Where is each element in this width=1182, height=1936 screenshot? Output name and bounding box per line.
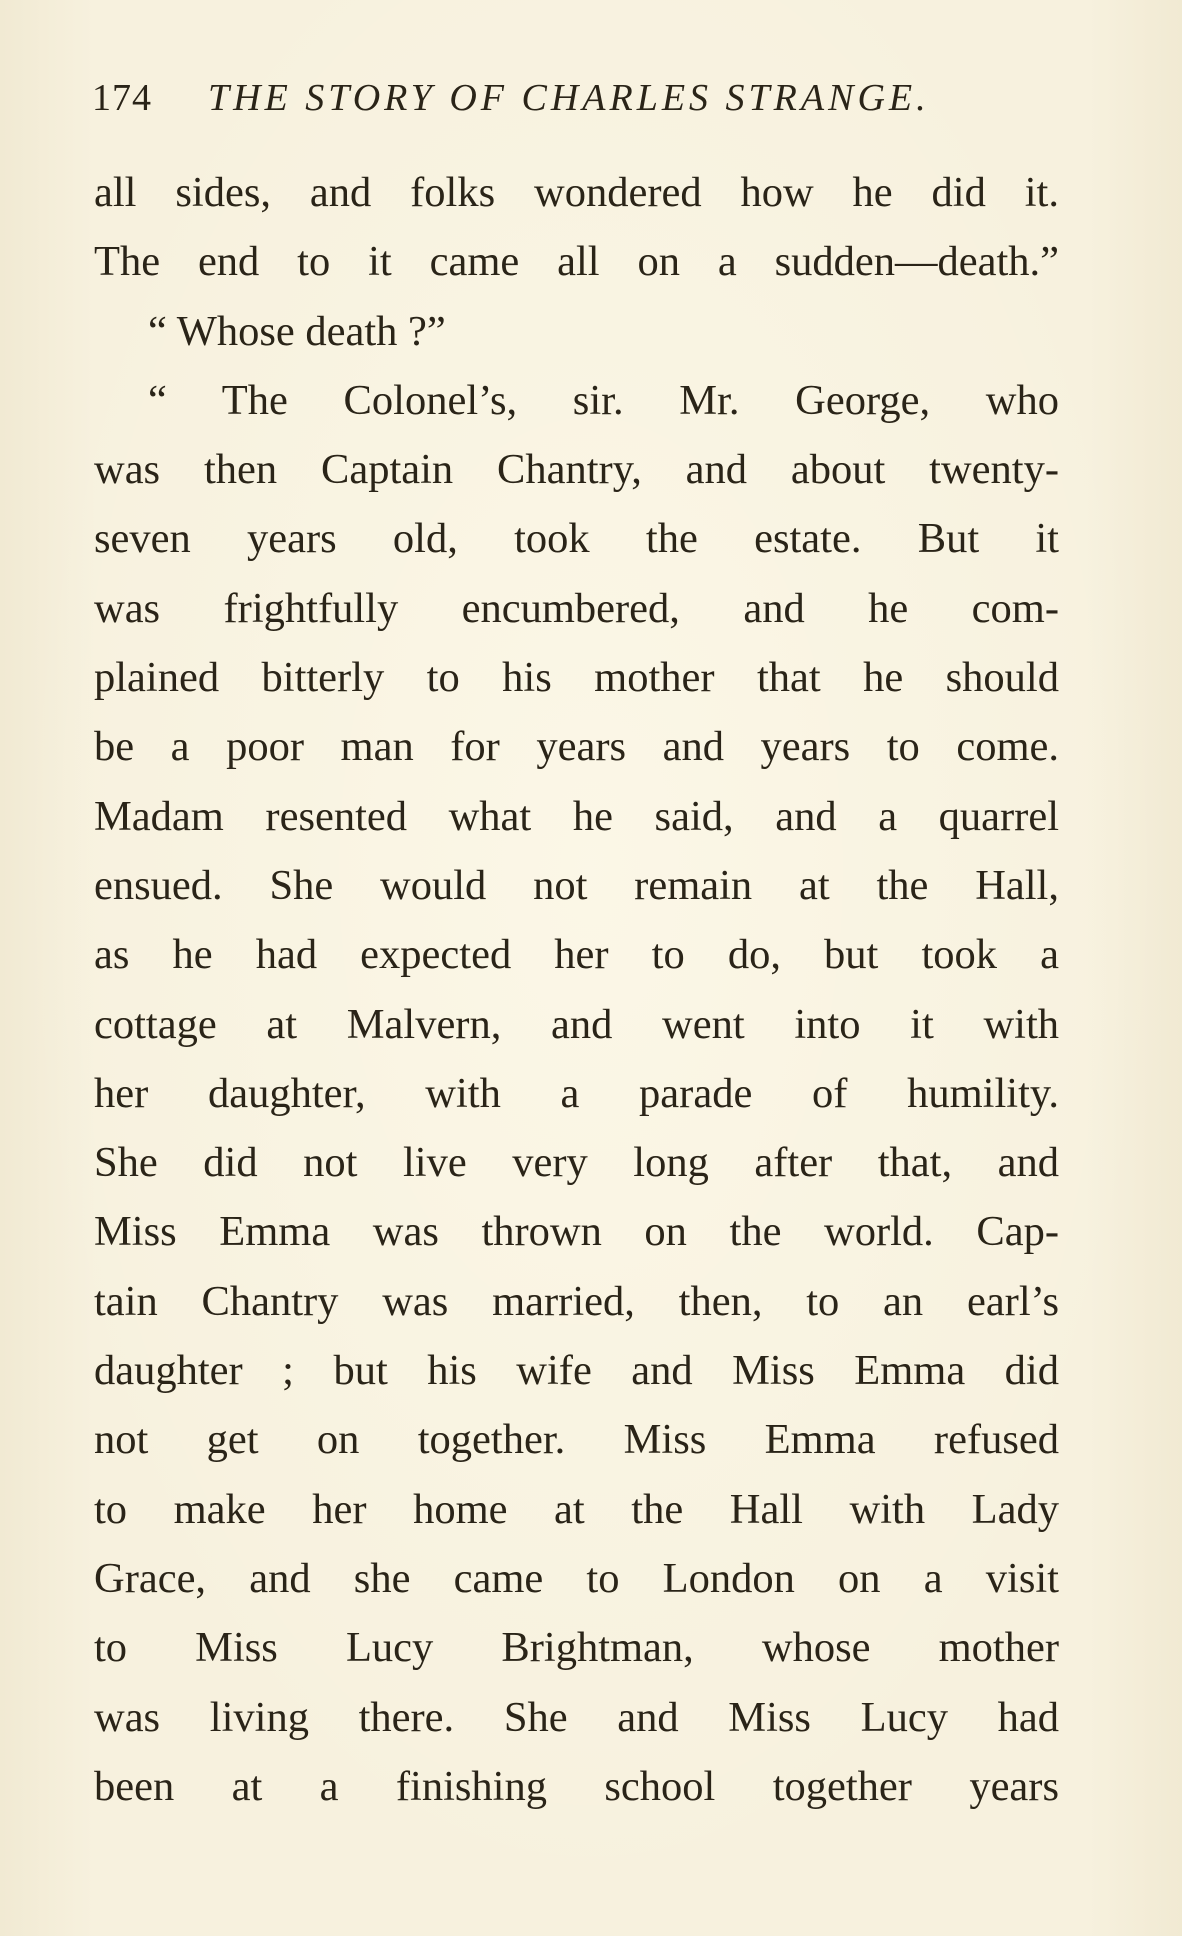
text-line-12: as he had expected her to do, but took a xyxy=(94,931,1059,979)
text-line-14: her daughter, with a parade of humility. xyxy=(94,1069,1059,1117)
text-line-10: Madam resented what he said, and a quarrel xyxy=(94,792,1059,840)
text-line-16: Miss Emma was thrown on the world. Cap- xyxy=(94,1208,1059,1256)
text-line-24: been at a finishing school together years xyxy=(94,1762,1059,1810)
text-line-22: to Miss Lucy Brightman, whose mother xyxy=(94,1624,1059,1672)
text-line-5: was then Captain Chantry, and about twenty- xyxy=(94,446,1059,494)
page-number: 174 xyxy=(92,77,152,119)
text-line-21: Grace, and she came to London on a visit xyxy=(94,1554,1059,1602)
text-line-4: “ The Colonel’s, sir. Mr. George, who xyxy=(148,376,1059,424)
text-line-8: plained bitterly to his mother that he should xyxy=(94,654,1059,702)
body-text xyxy=(94,158,1059,1821)
text-line-3: “ Whose death ?” xyxy=(148,307,446,355)
text-line-17: tain Chantry was married, then, to an earl’s xyxy=(94,1277,1059,1325)
text-line-13: cottage at Malvern, and went into it with xyxy=(94,1000,1059,1048)
text-line-20: to make her home at the Hall with Lady xyxy=(94,1485,1059,1533)
text-line-9: be a poor man for years and years to come. xyxy=(94,723,1059,771)
running-head xyxy=(92,76,1072,126)
text-line-19: not get on together. Miss Emma refused xyxy=(94,1416,1059,1464)
text-line-15: She did not live very long after that, and xyxy=(94,1139,1059,1187)
text-line-23: was living there. She and Miss Lucy had xyxy=(94,1693,1059,1741)
text-line-6: seven years old, took the estate. But it xyxy=(94,515,1059,563)
running-title: THE STORY OF CHARLES STRANGE. xyxy=(208,77,930,119)
text-line-2: The end to it came all on a sudden—death.” xyxy=(94,238,1059,286)
text-line-1: all sides, and folks wondered how he did it. xyxy=(94,169,1059,216)
text-line-18: daughter ; but his wife and Miss Emma did xyxy=(94,1347,1059,1395)
text-line-11: ensued. She would not remain at the Hall, xyxy=(94,861,1059,909)
text-line-7: was frightfully encumbered, and he com- xyxy=(94,584,1059,632)
